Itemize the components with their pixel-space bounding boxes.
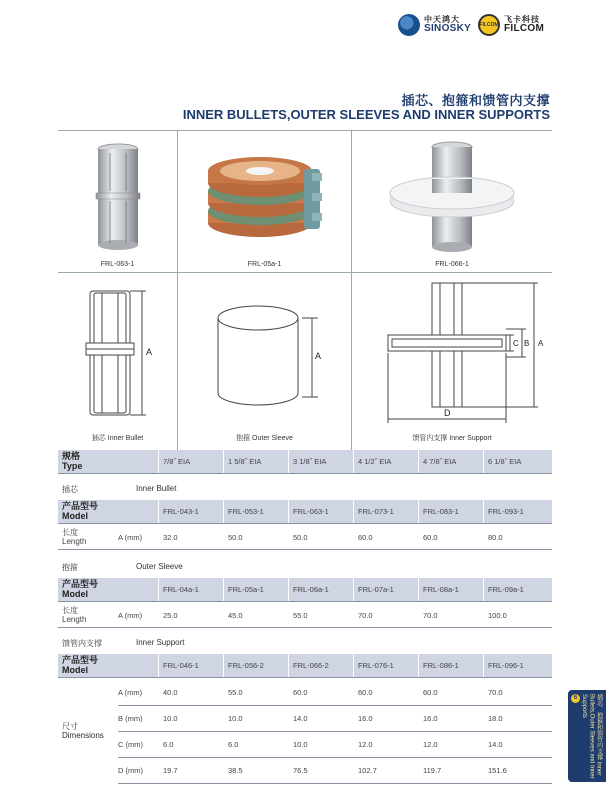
dimensions-header-cn: 尺寸 bbox=[62, 722, 78, 732]
value-cell: 12.0 bbox=[353, 732, 418, 757]
model-cell: FRL-076-1 bbox=[353, 654, 418, 677]
inner-support-dim-a: A bbox=[538, 339, 544, 348]
model-cell: FRL-05a-1 bbox=[223, 578, 288, 601]
value-cell: 18.0 bbox=[483, 706, 552, 731]
value-cell: 100.0 bbox=[483, 604, 552, 627]
type-cell: 7/8˝ EIA bbox=[158, 450, 223, 473]
value-cell: 38.5 bbox=[223, 758, 288, 783]
inner-support-b-row bbox=[118, 706, 552, 732]
value-cell: 119.7 bbox=[418, 758, 483, 783]
model-cell: FRL-04a-1 bbox=[158, 578, 223, 601]
model-cell: FRL-06a-1 bbox=[288, 578, 353, 601]
product-image-grid bbox=[58, 130, 552, 450]
photo-inner-bullet bbox=[58, 131, 178, 273]
side-tab-number: 6 bbox=[571, 694, 580, 703]
inner-bullet-diagram-icon bbox=[58, 273, 178, 438]
model-header bbox=[58, 578, 158, 601]
model-cell: FRL-046-1 bbox=[158, 654, 223, 677]
type-cell: 4 7/8˝ EIA bbox=[418, 450, 483, 473]
section-inner-bullet-en: Inner Bullet bbox=[136, 484, 177, 493]
model-cell: FRL-093-1 bbox=[483, 500, 552, 523]
photo-caption-outer-sleeve: FRL-05a-1 bbox=[247, 261, 282, 268]
value-cell: 10.0 bbox=[158, 706, 223, 731]
diagram-inner-support bbox=[352, 273, 552, 451]
model-cell: FRL-09a-1 bbox=[483, 578, 552, 601]
diagram-caption-outer-sleeve: 抱箍 Outer Sleeve bbox=[236, 435, 293, 442]
value-cell: 10.0 bbox=[223, 706, 288, 731]
model-cell: FRL-056-2 bbox=[223, 654, 288, 677]
length-header-cn: 长度 bbox=[62, 528, 78, 538]
model-cell: FRL-063-1 bbox=[288, 500, 353, 523]
length-header-en: Length bbox=[62, 614, 87, 624]
photo-caption-inner-bullet: FRL-063-1 bbox=[100, 261, 135, 268]
value-cell: 70.0 bbox=[483, 680, 552, 705]
section-outer-sleeve-en: Outer Sleeve bbox=[136, 562, 183, 571]
outer-sleeve-photo-icon bbox=[178, 131, 352, 261]
value-cell: 151.6 bbox=[483, 758, 552, 783]
inner-support-d-row bbox=[118, 758, 552, 784]
value-cell: 40.0 bbox=[158, 680, 223, 705]
value-cell: 50.0 bbox=[288, 526, 353, 549]
length-header bbox=[58, 604, 118, 627]
filcom-name-cn: 飞卡科技 bbox=[504, 15, 540, 24]
side-tab-label-en: Inner Bullets,Outer Sleeves and Inner Supports bbox=[581, 694, 602, 779]
page-title-cn: 插芯、抱箍和馈管内支撑 bbox=[401, 93, 550, 108]
value-cell: 10.0 bbox=[288, 732, 353, 757]
side-tab-label bbox=[580, 694, 602, 782]
inner-bullet-model-row bbox=[58, 500, 552, 524]
section-outer-sleeve bbox=[58, 562, 552, 573]
photo-inner-support bbox=[352, 131, 552, 273]
diagram-inner-bullet bbox=[58, 273, 178, 451]
value-cell: 25.0 bbox=[158, 604, 223, 627]
value-cell: 70.0 bbox=[418, 604, 483, 627]
value-cell: 19.7 bbox=[158, 758, 223, 783]
value-cell: 60.0 bbox=[418, 526, 483, 549]
value-cell: 60.0 bbox=[353, 526, 418, 549]
value-cell: 12.0 bbox=[418, 732, 483, 757]
inner-bullet-photo-icon bbox=[58, 131, 178, 261]
outer-sleeve-length-row bbox=[58, 604, 552, 628]
value-cell: 16.0 bbox=[353, 706, 418, 731]
section-inner-support-cn: 馈管内支撑 bbox=[62, 639, 102, 648]
length-header bbox=[58, 526, 118, 549]
section-inner-support-en: Inner Support bbox=[136, 638, 185, 647]
filcom-logo bbox=[478, 14, 544, 36]
inner-support-dim-b: B bbox=[524, 339, 530, 348]
sinosky-name-cn: 中天鸿大 bbox=[424, 15, 460, 24]
inner-support-photo-icon bbox=[352, 131, 552, 261]
unit-cell: A (mm) bbox=[118, 533, 143, 542]
type-row bbox=[58, 450, 552, 474]
inner-support-diagram-icon bbox=[352, 273, 552, 438]
diagram-outer-sleeve bbox=[178, 273, 352, 451]
outer-sleeve-dim-a: A bbox=[315, 351, 322, 361]
inner-support-c-row bbox=[118, 732, 552, 758]
value-cell: 76.5 bbox=[288, 758, 353, 783]
unit-cell: A (mm) bbox=[118, 688, 143, 697]
type-header bbox=[58, 450, 158, 473]
sinosky-name-en: SINOSKY bbox=[424, 23, 472, 34]
value-cell: 60.0 bbox=[353, 680, 418, 705]
model-cell: FRL-096-1 bbox=[483, 654, 552, 677]
type-cell: 4 1/2˝ EIA bbox=[353, 450, 418, 473]
section-inner-bullet bbox=[58, 484, 552, 495]
model-header-en: Model bbox=[62, 664, 88, 675]
value-cell: 60.0 bbox=[288, 680, 353, 705]
value-cell: 102.7 bbox=[353, 758, 418, 783]
model-cell: FRL-053-1 bbox=[223, 500, 288, 523]
dimensions-header bbox=[58, 680, 118, 784]
inner-support-dim-c: C bbox=[513, 339, 519, 348]
type-header-cn: 规格 bbox=[62, 451, 81, 462]
outer-sleeve-diagram-icon bbox=[178, 273, 352, 438]
model-cell: FRL-083-1 bbox=[418, 500, 483, 523]
type-cell: 1 5/8˝ EIA bbox=[223, 450, 288, 473]
value-cell: 14.0 bbox=[483, 732, 552, 757]
model-cell: FRL-086-1 bbox=[418, 654, 483, 677]
value-cell: 55.0 bbox=[288, 604, 353, 627]
value-cell: 6.0 bbox=[158, 732, 223, 757]
value-cell: 45.0 bbox=[223, 604, 288, 627]
value-cell: 80.0 bbox=[483, 526, 552, 549]
model-header-cn: 产品型号 bbox=[62, 579, 99, 590]
model-cell: FRL-08a-1 bbox=[418, 578, 483, 601]
sinosky-logo bbox=[398, 14, 471, 36]
length-header-en: Length bbox=[62, 536, 87, 546]
dimensions-header-en: Dimensions bbox=[62, 731, 104, 740]
type-cell: 3 1/8˝ EIA bbox=[288, 450, 353, 473]
model-header-en: Model bbox=[62, 588, 88, 599]
inner-bullet-length-row bbox=[58, 526, 552, 550]
inner-support-dim-d: D bbox=[444, 408, 451, 418]
value-cell: 70.0 bbox=[353, 604, 418, 627]
model-cell: FRL-073-1 bbox=[353, 500, 418, 523]
model-header-cn: 产品型号 bbox=[62, 501, 99, 512]
type-cell: 6 1/8˝ EIA bbox=[483, 450, 552, 473]
inner-bullet-dim-a: A bbox=[146, 347, 153, 357]
filcom-name-en: FILCOM bbox=[504, 23, 545, 34]
value-cell: 6.0 bbox=[223, 732, 288, 757]
unit-cell: D (mm) bbox=[118, 766, 143, 775]
length-header-cn: 长度 bbox=[62, 606, 78, 616]
model-header-cn: 产品型号 bbox=[62, 655, 99, 666]
value-cell: 55.0 bbox=[223, 680, 288, 705]
diagram-caption-inner-bullet: 插芯 Inner Bullet bbox=[91, 435, 144, 442]
value-cell: 32.0 bbox=[158, 526, 223, 549]
model-header bbox=[58, 654, 158, 677]
filcom-logo-icon: FILCOM bbox=[478, 14, 500, 36]
model-cell: FRL-07a-1 bbox=[353, 578, 418, 601]
value-cell: 50.0 bbox=[223, 526, 288, 549]
inner-support-a-row bbox=[118, 680, 552, 706]
model-cell: FRL-066-2 bbox=[288, 654, 353, 677]
unit-cell: A (mm) bbox=[118, 611, 143, 620]
value-cell: 14.0 bbox=[288, 706, 353, 731]
photo-caption-inner-support: FRL-066-1 bbox=[435, 261, 469, 268]
section-inner-support bbox=[58, 638, 552, 649]
type-header-en: Type bbox=[62, 460, 83, 471]
page-title-en: INNER BULLETS,OUTER SLEEVES AND INNER SUPPORTS bbox=[182, 107, 550, 122]
model-cell: FRL-043-1 bbox=[158, 500, 223, 523]
side-tab-label-cn: 插芯、抱箍和馈管内支撑 bbox=[595, 694, 602, 760]
model-header bbox=[58, 500, 158, 523]
unit-cell: B (mm) bbox=[118, 714, 143, 723]
value-cell: 60.0 bbox=[418, 680, 483, 705]
inner-support-model-row bbox=[58, 654, 552, 678]
photo-outer-sleeve bbox=[178, 131, 352, 273]
outer-sleeve-model-row bbox=[58, 578, 552, 602]
section-outer-sleeve-cn: 抱箍 bbox=[62, 563, 78, 572]
model-header-en: Model bbox=[62, 510, 88, 521]
section-inner-bullet-cn: 插芯 bbox=[62, 485, 78, 494]
unit-cell: C (mm) bbox=[118, 740, 143, 749]
diagram-caption-inner-support: 馈管内支撑 Inner Support bbox=[412, 435, 492, 442]
sinosky-logo-icon bbox=[398, 14, 420, 36]
value-cell: 16.0 bbox=[418, 706, 483, 731]
section-side-tab bbox=[568, 690, 606, 782]
